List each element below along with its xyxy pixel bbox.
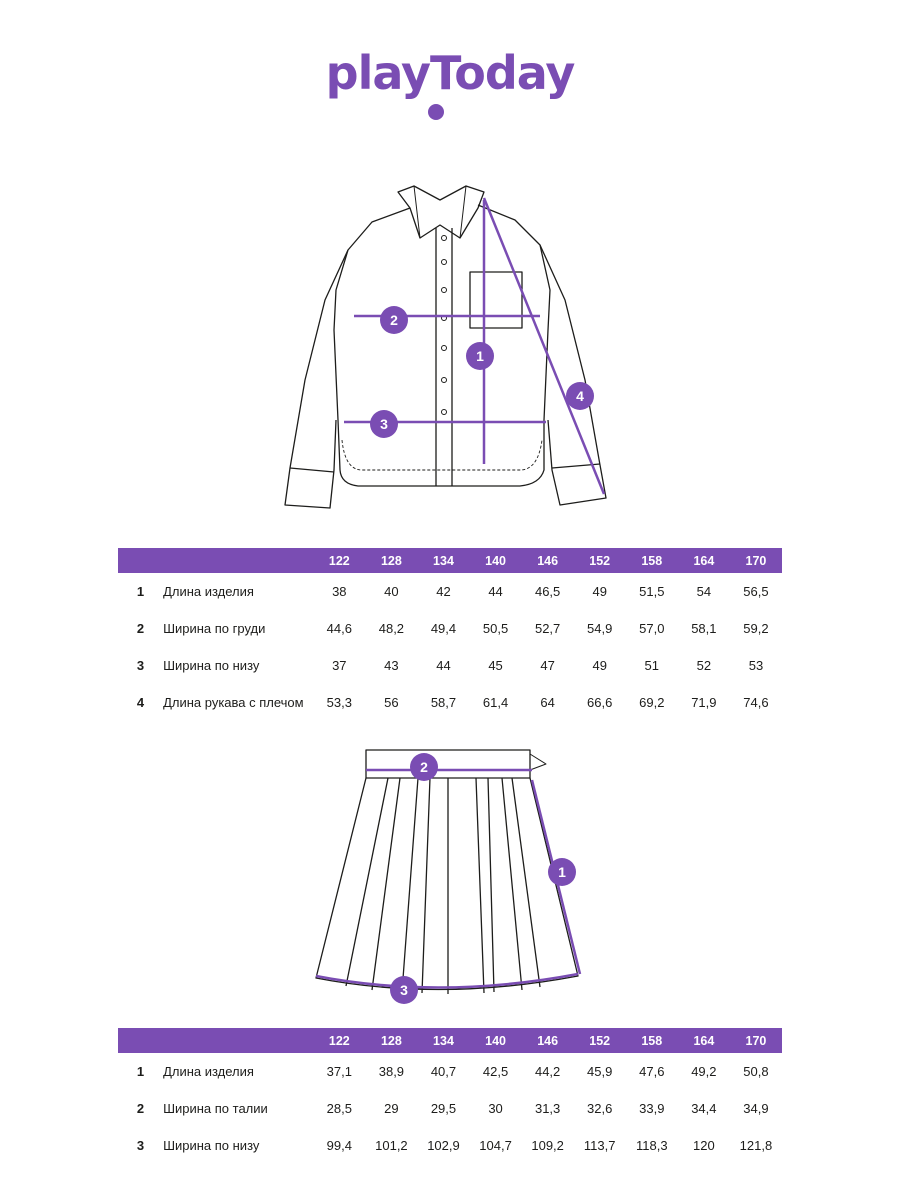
table-cell: 52: [696, 658, 712, 673]
skirt-size-header: 140: [470, 1028, 522, 1053]
table-cell: 50,5: [482, 621, 509, 636]
table-cell: 56: [384, 695, 399, 710]
table-cell: 58,7: [430, 695, 457, 710]
shirt-collar: [398, 186, 484, 238]
table-cell: 47,6: [639, 1064, 665, 1079]
table-cell: 47: [540, 658, 555, 673]
brand-logo-text: playToday: [325, 46, 575, 100]
table-row: [118, 573, 782, 610]
table-cell: 43: [384, 658, 399, 673]
shirt-button: [442, 260, 447, 265]
shirt-hem-line: [342, 440, 542, 470]
table-cell: 58,1: [691, 621, 717, 636]
table-cell: 44: [488, 584, 503, 599]
table-cell: 29: [384, 1101, 399, 1116]
shirt-button: [442, 236, 447, 241]
table-cell: 37: [332, 658, 347, 673]
table-cell: 29,5: [430, 1101, 457, 1116]
table-cell: 42: [436, 584, 451, 599]
shirt-marker-3-label: 3: [380, 416, 388, 432]
table-cell: 113,7: [583, 1138, 616, 1153]
table-cell: 49: [592, 584, 607, 599]
shirt-placket: [436, 228, 452, 486]
table-cell: 59,2: [743, 621, 769, 636]
row-number: 4: [136, 695, 145, 710]
table-cell: 54: [696, 584, 712, 599]
table-cell: 69,2: [639, 695, 665, 710]
table-cell: 53,3: [326, 695, 352, 710]
shirt-button: [442, 378, 447, 383]
table-cell: 54,9: [587, 621, 613, 636]
skirt-size-header-row: [118, 1028, 782, 1053]
table-cell: 104,7: [479, 1138, 512, 1153]
table-row: [118, 684, 782, 721]
shirt-pocket: [470, 272, 522, 328]
skirt-header-label-blank: [163, 1028, 313, 1053]
table-cell: 101,2: [375, 1138, 408, 1153]
table-cell: 45,9: [587, 1064, 613, 1079]
table-cell: 33,9: [639, 1101, 665, 1116]
table-cell: 38,9: [378, 1064, 405, 1079]
table-cell: 120: [693, 1138, 715, 1153]
shirt-button: [442, 346, 447, 351]
row-number: 2: [136, 1101, 145, 1116]
row-number: 2: [136, 621, 145, 636]
table-cell: 34,9: [743, 1101, 769, 1116]
skirt-size-table: [118, 1028, 782, 1164]
table-row: [118, 647, 782, 684]
skirt-size-header: 158: [626, 1028, 678, 1053]
shirt-size-table: [118, 548, 782, 721]
shirt-header-blank: [118, 548, 163, 573]
table-cell: 44,6: [326, 621, 352, 636]
row-number: 1: [136, 584, 145, 599]
skirt-size-header: 134: [417, 1028, 469, 1053]
skirt-header-blank: [118, 1028, 163, 1053]
row-label: Длина изделия: [163, 1064, 254, 1079]
skirt-size-header: 152: [574, 1028, 626, 1053]
row-label: Длина рукава с плечом: [163, 695, 304, 710]
skirt-marker-1-label: 1: [558, 864, 566, 880]
table-cell: 32,6: [587, 1101, 613, 1116]
table-cell: 57,0: [639, 621, 665, 636]
table-cell: 51: [644, 658, 660, 673]
shirt-size-header: 128: [365, 548, 417, 573]
table-cell: 30: [488, 1101, 503, 1116]
table-cell: 49: [592, 658, 607, 673]
shirt-size-header: 146: [522, 548, 574, 573]
shirt-marker-2-label: 2: [390, 312, 398, 328]
skirt-waistband: [366, 750, 530, 778]
table-cell: 50,8: [743, 1064, 769, 1079]
skirt-size-header: 170: [730, 1028, 782, 1053]
shirt-header-label-blank: [163, 548, 313, 573]
table-row: [118, 610, 782, 647]
table-cell: 45: [488, 658, 503, 673]
shirt-button: [442, 410, 447, 415]
shirt-size-header: 134: [417, 548, 469, 573]
table-cell: 38: [332, 584, 347, 599]
row-number: 3: [136, 658, 145, 673]
table-cell: 28,5: [326, 1101, 352, 1116]
table-cell: 40,7: [430, 1064, 457, 1079]
table-row: [118, 1053, 782, 1090]
table-cell: 42,5: [482, 1064, 509, 1079]
table-cell: 61,4: [482, 695, 509, 710]
skirt-marker-3-label: 3: [400, 982, 408, 998]
table-cell: 53: [748, 658, 764, 673]
table-cell: 121,8: [739, 1138, 773, 1153]
table-cell: 66,6: [587, 695, 613, 710]
table-row: [118, 1127, 782, 1164]
shirt-size-header: 158: [626, 548, 678, 573]
row-label: Длина изделия: [163, 584, 254, 599]
table-cell: 64: [540, 695, 555, 710]
shirt-size-header: 170: [730, 548, 782, 573]
table-cell: 118,3: [636, 1138, 668, 1153]
table-cell: 102,9: [427, 1138, 460, 1153]
skirt-marker-2-label: 2: [420, 759, 428, 775]
shirt-measure-markers: [370, 306, 594, 438]
shirt-marker-4-label: 4: [576, 388, 584, 404]
shirt-body-outline: [334, 205, 550, 486]
row-number: 1: [136, 1064, 145, 1079]
table-cell: 56,5: [743, 584, 769, 599]
table-cell: 37,1: [326, 1064, 352, 1079]
table-cell: 71,9: [691, 695, 717, 710]
row-label: Ширина по талии: [163, 1101, 268, 1116]
shirt-drawing: [0, 0, 900, 520]
table-cell: 49,4: [430, 621, 457, 636]
table-cell: 52,7: [534, 621, 561, 636]
row-label: Ширина по низу: [163, 658, 260, 673]
shirt-size-header: 140: [470, 548, 522, 573]
table-cell: 99,4: [326, 1138, 352, 1153]
table-cell: 46,5: [534, 584, 561, 599]
table-cell: 48,2: [378, 621, 405, 636]
table-cell: 44: [436, 658, 451, 673]
skirt-size-header: 122: [313, 1028, 365, 1053]
row-label: Ширина по низу: [163, 1138, 260, 1153]
skirt-pleat: [346, 778, 540, 994]
table-row: [118, 1090, 782, 1127]
shirt-size-header: 152: [574, 548, 626, 573]
table-cell: 40: [384, 584, 399, 599]
shirt-left-cuff: [290, 468, 334, 472]
skirt-size-header: 164: [678, 1028, 730, 1053]
shirt-marker-1-label: 1: [476, 348, 484, 364]
table-cell: 51,5: [639, 584, 665, 599]
shirt-size-header-row: [118, 548, 782, 573]
shirt-size-header: 122: [313, 548, 365, 573]
table-cell: 34,4: [691, 1101, 717, 1116]
table-cell: 109,2: [531, 1138, 564, 1153]
row-label: Ширина по груди: [163, 621, 266, 636]
skirt-drawing: [0, 740, 900, 1010]
skirt-size-header: 128: [365, 1028, 417, 1053]
shirt-button: [442, 288, 447, 293]
table-cell: 44,2: [534, 1064, 561, 1079]
shirt-size-header: 164: [678, 548, 730, 573]
table-cell: 49,2: [691, 1064, 717, 1079]
skirt-size-header: 146: [522, 1028, 574, 1053]
table-cell: 31,3: [534, 1101, 561, 1116]
row-number: 3: [136, 1138, 145, 1153]
table-cell: 74,6: [743, 695, 769, 710]
shirt-left-sleeve: [285, 250, 348, 508]
